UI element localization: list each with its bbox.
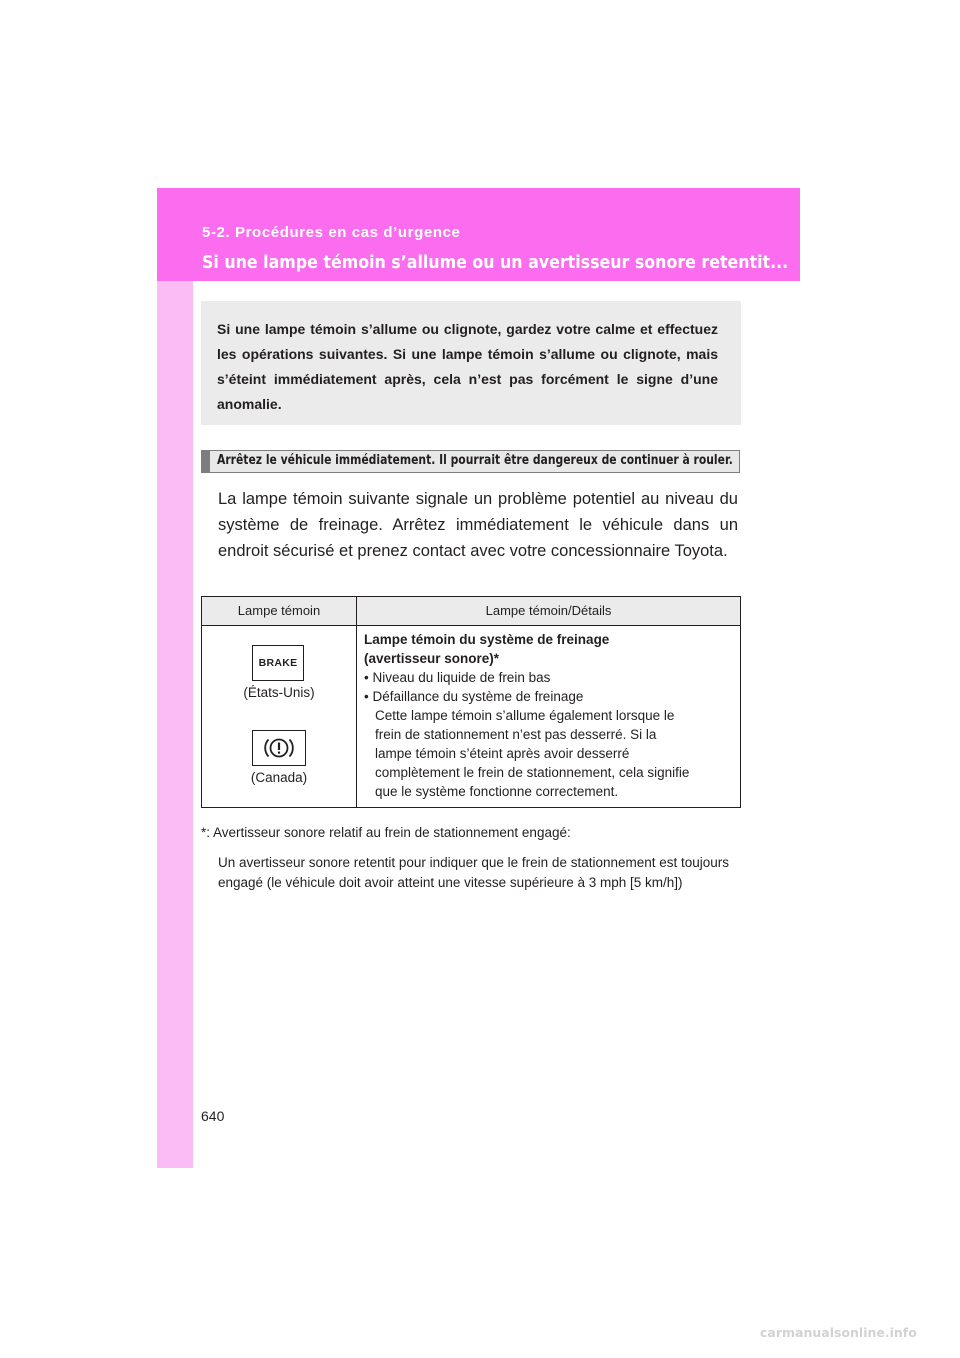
region-label-canada: (Canada) xyxy=(250,770,308,785)
table-header-row xyxy=(202,597,740,626)
details-bullet-1: • Niveau du liquide de frein bas xyxy=(364,670,551,685)
page-title: Si une lampe témoin s’allume ou un avertisseur sonore retentit... xyxy=(202,252,789,273)
brake-warning-circle-icon xyxy=(252,730,306,766)
table-header-details: Lampe témoin/Détails xyxy=(485,603,612,618)
details-bullet-2: • Défaillance du système de freinage xyxy=(364,689,584,704)
details-bullet-2-line-5: que le système fonctionne correctement. xyxy=(375,784,619,799)
body-text: La lampe témoin suivante signale un problème potentiel au niveau du système de freinage. Arrêtez immédiatement le véhicule dans un endroit sécurisé et prenez contact avec votre concessionnaire Toyota. xyxy=(218,490,738,560)
footnote-detail: Un avertisseur sonore retentit pour indiquer que le frein de stationnement est toujours engagé (le véhicule doit avoir atteint une vitesse supérieure à 3 mph [5 km/h]) xyxy=(218,855,730,890)
warning-lamp-table xyxy=(201,596,741,808)
lamp-details xyxy=(364,630,734,801)
table-column-divider xyxy=(356,597,357,807)
brake-warning-icon xyxy=(252,645,304,681)
details-bullet-2-line-2: frein de stationnement n’est pas desserré. Si la xyxy=(375,727,657,742)
details-bullet-2-line-4: complètement le frein de stationnement, cela signifie xyxy=(375,765,690,780)
details-bullet-2-line-3: lampe témoin s’éteint après avoir desserré xyxy=(375,746,630,761)
page-sidebar-strip xyxy=(157,188,193,1168)
intro-text: Si une lampe témoin s’allume ou clignote, gardez votre calme et effectuez les opérations suivantes. Si une lampe témoin s’allume ou clignote, mais s’éteint immédiatement après, cela n’est pas forcément le signe d’une anomalie. xyxy=(217,321,718,412)
section-label: 5-2. Procédures en cas d’urgence xyxy=(202,224,461,241)
warning-bar xyxy=(201,450,740,473)
brake-icon-text: BRAKE xyxy=(258,657,298,669)
warning-bar-accent xyxy=(202,451,210,472)
brake-circle-symbol-icon xyxy=(262,734,296,762)
watermark-text: carmanualsonline.info xyxy=(760,1325,917,1340)
details-bullet-2-line-1: Cette lampe témoin s’allume également lorsque le xyxy=(375,708,675,723)
region-label-us: (États-Unis) xyxy=(243,685,315,700)
table-header-lamp: Lampe témoin xyxy=(237,603,321,618)
details-title-line-2: (avertisseur sonore)* xyxy=(364,651,500,666)
warning-text: Arrêtez le véhicule immédiatement. Il pourrait être dangereux de continuer à rouler. xyxy=(217,453,733,468)
details-title-line-1: Lampe témoin du système de freinage xyxy=(364,632,610,647)
footnote-title: *: Avertisseur sonore relatif au frein de stationnement engagé: xyxy=(201,825,571,840)
page-number: 640 xyxy=(201,1108,225,1124)
